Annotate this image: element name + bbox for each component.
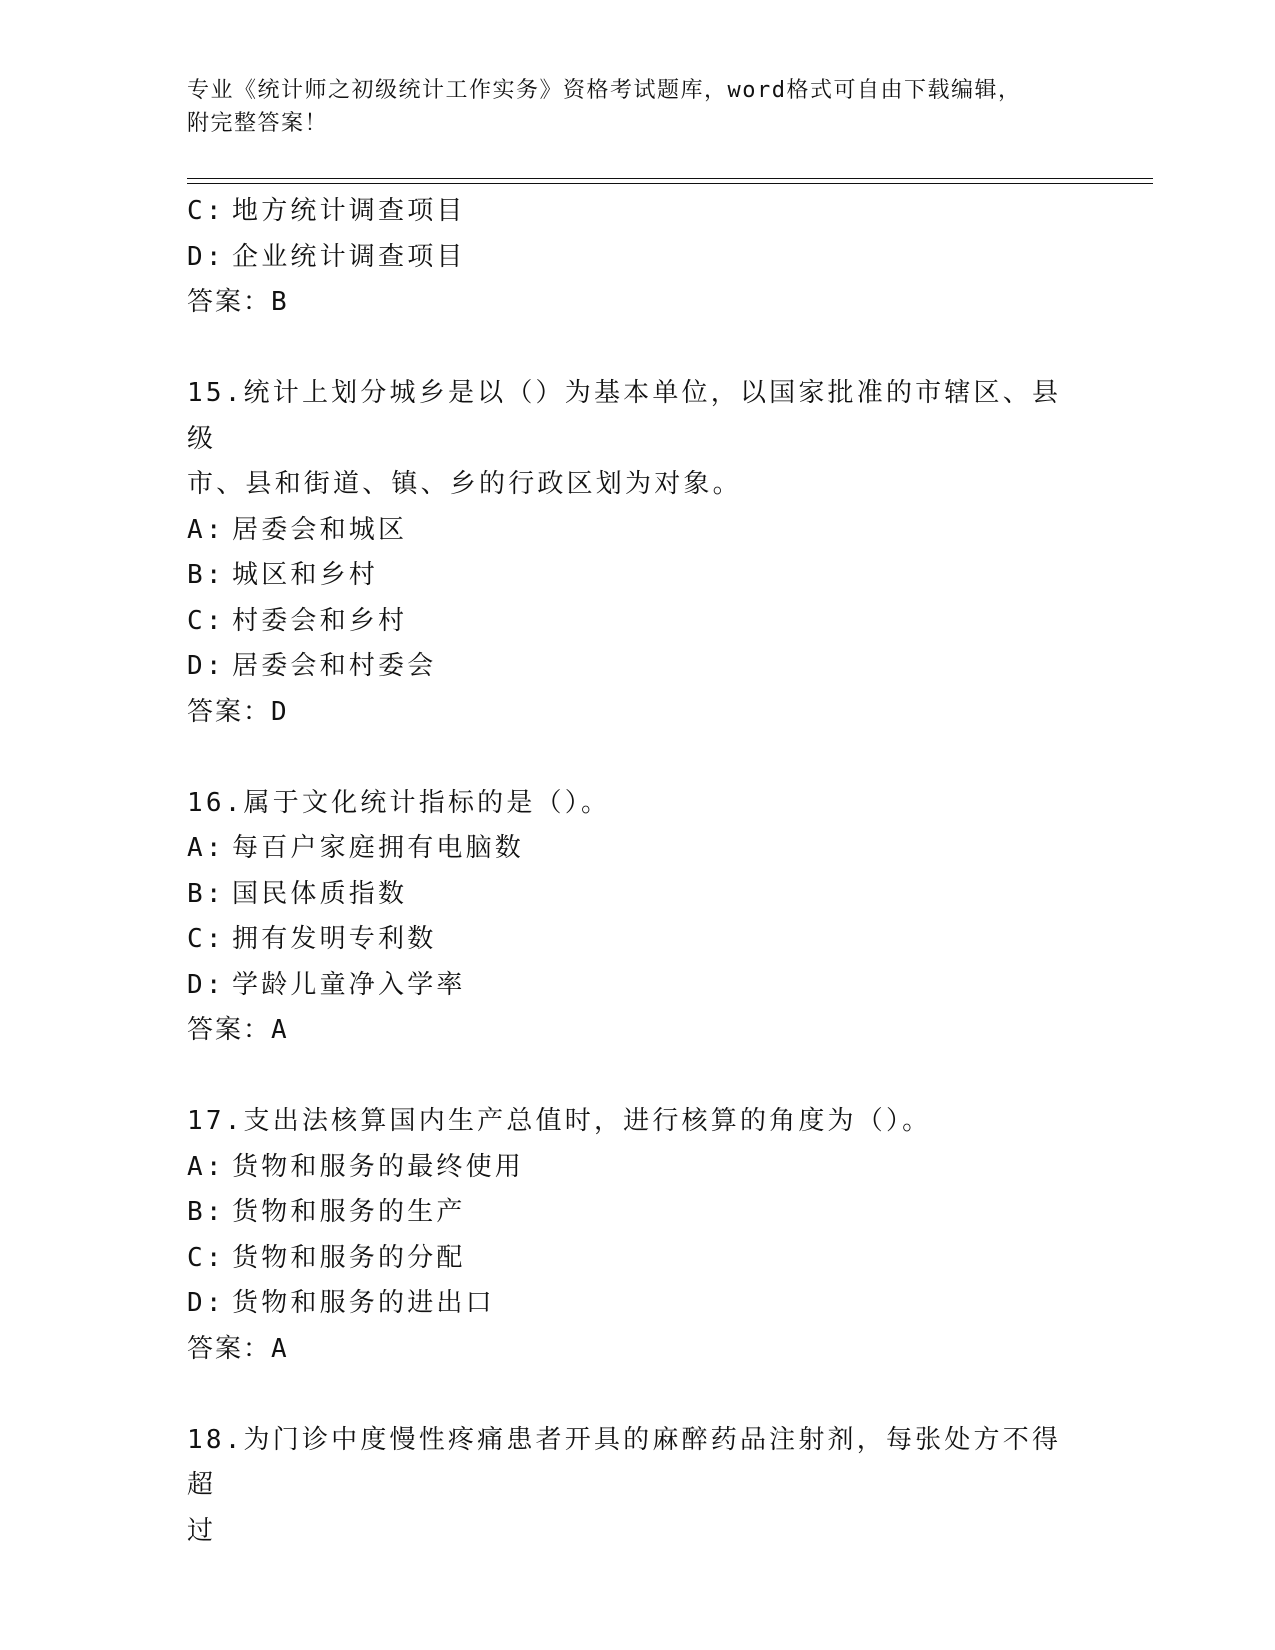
question-15 (187, 371, 1087, 735)
question-stem-line-2: 市、县和街道、镇、乡的行政区划为对象。 (187, 469, 742, 499)
question-stem-line-1: 18.为门诊中度慢性疼痛患者开具的麻醉药品注射剂，每张处方不得超 (187, 1424, 1062, 1500)
spacer (187, 1054, 1087, 1100)
option-text: 学龄儿童净入学率 (232, 969, 466, 1000)
option-c (187, 189, 1087, 235)
answer-label: 答案： (187, 1333, 272, 1364)
answer-line (187, 690, 1087, 736)
spacer (187, 326, 1087, 372)
option-a (187, 508, 1087, 554)
option-text: 村委会和乡村 (232, 605, 408, 636)
option-text: 企业统计调查项目 (232, 241, 466, 272)
option-letter: D: (187, 969, 225, 1000)
answer-line (187, 1008, 1087, 1054)
option-c (187, 917, 1087, 963)
header-rule-top (187, 178, 1153, 179)
option-text: 货物和服务的生产 (232, 1197, 466, 1227)
option-letter: D: (187, 241, 225, 272)
spacer (187, 735, 1087, 781)
answer-label: 答案： (187, 696, 272, 727)
option-d (187, 644, 1087, 690)
option-b (187, 553, 1087, 599)
answer-label: 答案： (187, 287, 272, 317)
answer-line (187, 280, 1087, 326)
option-b (187, 872, 1087, 918)
question-list (187, 189, 1087, 1554)
option-letter: C: (187, 196, 225, 226)
option-letter: C: (187, 924, 225, 954)
option-d (187, 235, 1087, 281)
option-c (187, 599, 1087, 645)
option-a (187, 1145, 1087, 1191)
spacer (187, 1372, 1087, 1418)
option-text: 居委会和村委会 (232, 651, 437, 681)
question-stem-line-1: 15.统计上划分城乡是以（）为基本单位，以国家批准的市辖区、县级 (187, 378, 1062, 454)
option-text: 城区和乡村 (232, 560, 379, 590)
option-letter: C: (187, 1242, 225, 1273)
option-c (187, 1236, 1087, 1282)
header-line-1: 专业《统计师之初级统计工作实务》资格考试题库，word格式可自由下载编辑， (187, 78, 1022, 103)
answer-value: A (271, 1333, 289, 1364)
question-16 (187, 781, 1087, 1054)
header-rule-bottom (187, 183, 1153, 184)
document-header (187, 74, 1087, 140)
question-stem-line-1: 16.属于文化统计指标的是（）。 (187, 787, 611, 818)
option-letter: A: (187, 514, 225, 545)
option-letter: D: (187, 1288, 225, 1318)
option-letter: B: (187, 1197, 225, 1227)
option-letter: C: (187, 605, 225, 636)
question-17 (187, 1099, 1087, 1372)
answer-label: 答案： (187, 1015, 272, 1045)
question-stem-line-1: 17.支出法核算国内生产总值时，进行核算的角度为（）。 (187, 1106, 932, 1136)
option-letter: B: (187, 560, 225, 590)
option-text: 地方统计调查项目 (232, 196, 466, 226)
option-letter: D: (187, 651, 225, 681)
option-text: 货物和服务的分配 (232, 1242, 466, 1273)
option-text: 国民体质指数 (232, 878, 408, 909)
option-letter: B: (187, 878, 225, 909)
option-text: 拥有发明专利数 (232, 924, 437, 954)
question-stem-line-2: 过 (187, 1515, 217, 1546)
question-18 (187, 1418, 1087, 1555)
option-letter: A: (187, 833, 225, 863)
option-b (187, 1190, 1087, 1236)
option-text: 居委会和城区 (232, 514, 408, 545)
question-14-partial (187, 189, 1087, 326)
option-letter: A: (187, 1151, 225, 1182)
option-d (187, 963, 1087, 1009)
answer-line (187, 1327, 1087, 1373)
answer-value: B (271, 287, 289, 317)
option-d (187, 1281, 1087, 1327)
option-text: 货物和服务的进出口 (232, 1288, 495, 1318)
header-line-2: 附完整答案！ (187, 111, 329, 136)
answer-value: A (271, 1015, 289, 1045)
option-text: 货物和服务的最终使用 (232, 1151, 525, 1182)
option-a (187, 826, 1087, 872)
option-text: 每百户家庭拥有电脑数 (232, 833, 525, 863)
answer-value: D (271, 696, 289, 727)
